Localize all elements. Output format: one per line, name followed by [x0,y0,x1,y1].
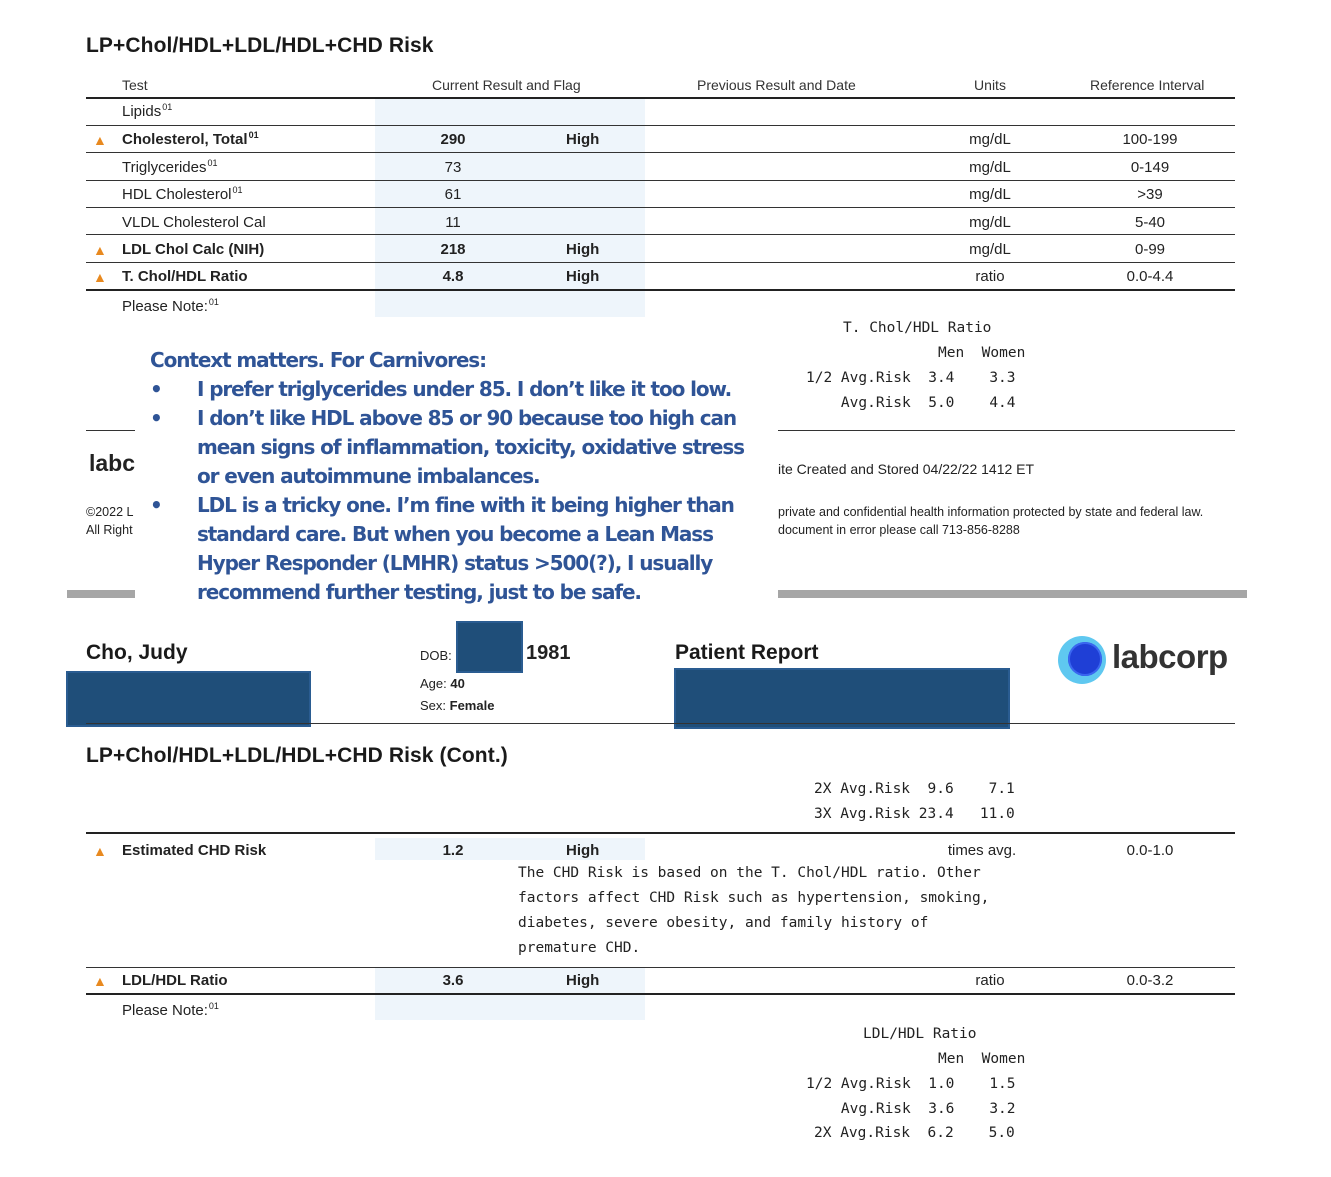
units: times avg. [947,842,1017,859]
group-label: Lipids [122,103,162,120]
table-row [86,209,1235,236]
units: mg/dL [969,186,1011,203]
ldl-table-line: Avg.Risk 3.6 3.2 [806,1101,1016,1117]
result-value: 290 [440,131,466,148]
reference-interval: 5-40 [1134,214,1166,231]
redaction-box [674,668,1010,729]
age-info [420,676,465,691]
privacy-notice: private and confidential health information protected by state and federal law. [778,505,1204,519]
table-row [86,154,1235,181]
chd-note-line: The CHD Risk is based on the T. Chol/HDL ratio. Other [518,865,981,881]
annotation-heading: Context matters. For Carnivores: [150,348,487,372]
annotation-bullet [150,491,770,607]
labcorp-logo-text: labcorp [1112,638,1228,675]
warning-triangle-icon: ▲ [93,843,107,859]
bullet-icon: • [150,406,162,430]
table-row [86,126,1235,153]
result-flag: High [566,842,600,859]
carnivore-annotation [150,346,770,607]
please-note-label: Please Note: [122,298,208,315]
result-value: 4.8 [442,268,464,285]
units: ratio [975,268,1005,285]
reference-interval: 0.0-4.4 [1126,268,1174,285]
test-name: Triglycerides [122,159,207,176]
page-separator [778,590,1247,598]
divider [86,832,1235,834]
divider [86,207,1235,208]
reference-interval: 0-149 [1130,159,1170,176]
table-row [86,181,1235,208]
col-header-reference: Reference Interval [1090,77,1205,93]
test-name: LDL Chol Calc (NIH) [122,241,265,258]
test-name: LDL/HDL Ratio [122,972,228,989]
footnote-marker: 01 [162,102,173,112]
result-flag: High [566,131,600,148]
labcorp-logo-icon [1058,636,1106,684]
col-header-units: Units [974,77,1006,93]
result-value: 73 [444,159,462,176]
reference-interval: 0.0-3.2 [1126,972,1174,989]
ratio-table-head: Men Women [938,345,1026,361]
warning-triangle-icon: ▲ [93,242,107,258]
units: ratio [975,972,1005,989]
divider [86,152,1235,153]
warning-triangle-icon: ▲ [93,132,107,148]
footnote-marker: 01 [232,185,243,195]
test-name: Cholesterol, Total [122,131,248,148]
annotation-bullet [150,375,770,404]
ldl-table-line: 2X Avg.Risk 6.2 5.0 [814,1125,1015,1141]
sex-label: Sex: [420,698,447,713]
result-value: 1.2 [442,842,464,859]
patient-name: Cho, Judy [86,641,188,664]
result-value: 218 [440,241,466,258]
units: mg/dL [969,214,1011,231]
labcorp-logo-partial: labc [89,450,136,476]
col-header-previous: Previous Result and Date [697,77,856,93]
age-value: 40 [450,676,465,691]
please-note-label: Please Note: [122,1002,208,1019]
table-row [86,967,1235,994]
table-row [86,236,1235,263]
copyright: ©2022 L [86,505,134,519]
bullet-icon: • [150,493,162,517]
ratio-table-line: 3X Avg.Risk 23.4 11.0 [814,806,1015,822]
bullet-text: I prefer triglycerides under 85. I don’t like it too low. [197,377,732,401]
divider [86,723,1235,724]
reference-interval: 0-99 [1134,241,1166,258]
chd-note-line: factors affect CHD Risk such as hypertension, smoking, [518,890,990,906]
warning-triangle-icon: ▲ [93,269,107,285]
footnote-marker: 01 [207,158,218,168]
sex-info [420,698,494,713]
date-created: ite Created and Stored 04/22/22 1412 ET [778,461,1035,477]
privacy-notice: document in error please call 713-856-8288 [778,523,1020,537]
col-header-test: Test [122,77,148,93]
footnote-marker: 01 [248,130,259,140]
section-title: LP+Chol/HDL+LDL/HDL+CHD Risk [86,34,434,57]
age-label: Age: [420,676,447,691]
result-flag: High [566,268,600,285]
chd-note-line: premature CHD. [518,940,641,956]
reference-interval: 0.0-1.0 [1126,842,1174,859]
units: mg/dL [969,159,1011,176]
result-flag: High [566,972,600,989]
footnote-marker: 01 [208,297,219,307]
result-value: 11 [445,214,461,231]
table-row [86,837,1235,864]
warning-triangle-icon: ▲ [93,973,107,989]
ratio-table-title: T. Chol/HDL Ratio [843,320,992,336]
test-name: T. Chol/HDL Ratio [122,268,248,285]
redaction-box [66,671,311,727]
ldl-table-head: Men Women [938,1051,1026,1067]
col-header-current: Current Result and Flag [432,77,581,93]
bullet-text: I don’t like HDL above 85 or 90 because too high can mean signs of inflammation, toxicity, oxidative stress or even autoimmune imbalances. [197,406,744,488]
footnote-marker: 01 [208,1001,219,1011]
please-note [122,298,219,315]
ratio-table-line: Avg.Risk 5.0 4.4 [806,395,1016,411]
test-name: HDL Cholesterol [122,186,232,203]
sex-value: Female [449,698,495,713]
redaction-box [456,621,523,673]
dob-year: 1981 [526,642,571,664]
section-title: LP+Chol/HDL+LDL/HDL+CHD Risk (Cont.) [86,744,508,767]
reference-interval: 100-199 [1122,131,1178,148]
rights: All Right [86,523,133,537]
bullet-text: LDL is a tricky one. I’m fine with it being higher than standard care. But when you become a Lean Mass Hyper Responder (LMHR) status >500(?), I usually recommend further testing, just to be safe. [197,493,734,604]
ldl-table-line: 1/2 Avg.Risk 1.0 1.5 [806,1076,1016,1092]
ratio-table-line: 2X Avg.Risk 9.6 7.1 [814,781,1015,797]
bullet-icon: • [150,377,162,401]
divider [86,289,1235,291]
chd-note-line: diabetes, severe obesity, and family history of [518,915,929,931]
group-row-lipids [86,98,1235,125]
ldl-table-title: LDL/HDL Ratio [863,1026,977,1042]
test-name: Estimated CHD Risk [122,842,267,859]
report-title: Patient Report [675,641,819,664]
page-separator [67,590,135,598]
result-flag: High [566,241,600,258]
table-row [86,263,1235,290]
result-value: 61 [444,186,462,203]
units: mg/dL [969,131,1011,148]
divider [86,993,1235,995]
units: mg/dL [969,241,1011,258]
dob-label: DOB: [420,648,452,663]
reference-interval: >39 [1137,186,1163,203]
please-note [122,1002,219,1019]
result-value: 3.6 [442,972,464,989]
ratio-table-line: 1/2 Avg.Risk 3.4 3.3 [806,370,1016,386]
test-name: VLDL Cholesterol Cal [122,214,266,231]
annotation-bullet [150,404,770,491]
divider [86,234,1235,235]
